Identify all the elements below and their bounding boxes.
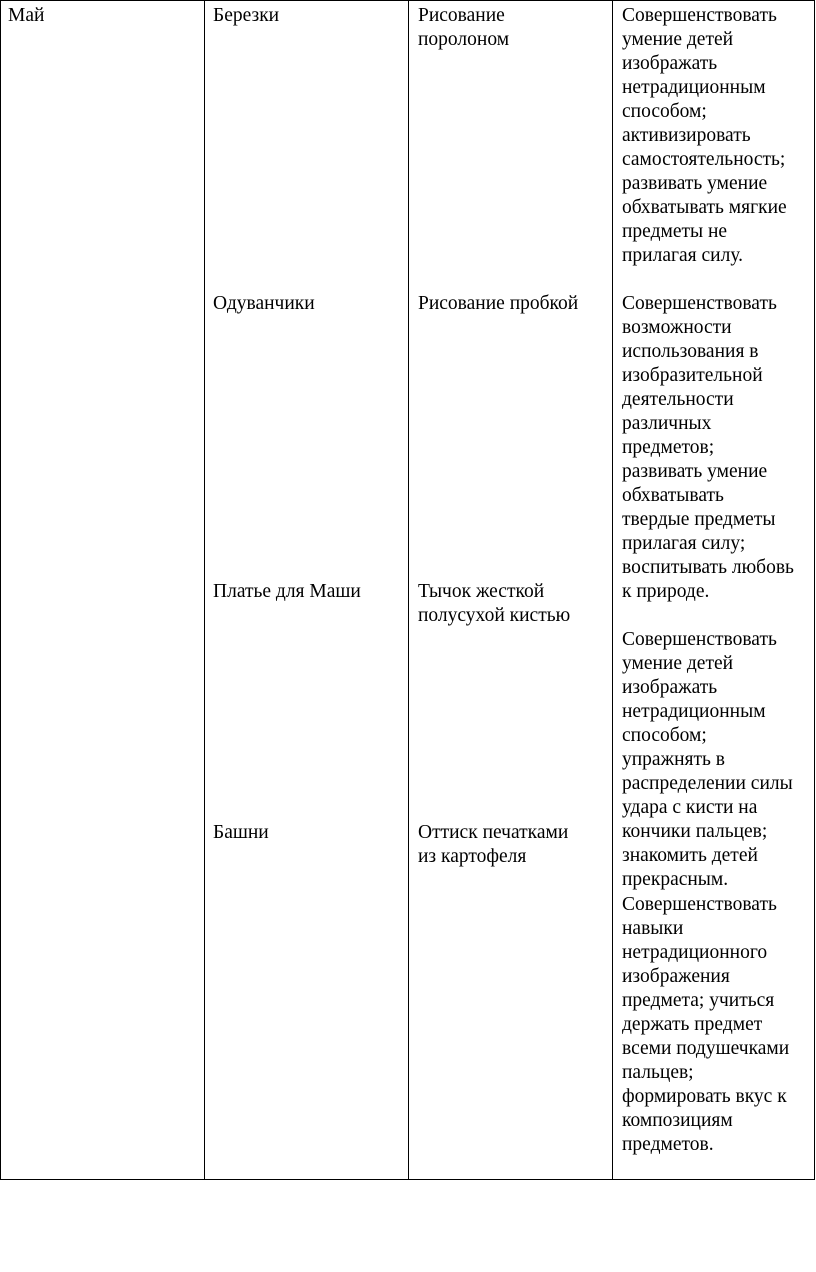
topic-cell: Платье для Маши <box>213 581 361 602</box>
goal-cell: Совершенствовать возможности использования в изобразительной деятельности различных предметов; развивать умение обхватывать твердые предметы прилагая силу; воспитывать любовь к природе. <box>622 293 794 602</box>
technique-cell: Оттиск печатками из картофеля <box>418 822 569 867</box>
goal-cell: Совершенствовать навыки нетрадиционного изображения предмета; учиться держать предмет всеми подушечками пальцев; формировать вкус к композициям предметов. <box>622 894 790 1155</box>
topic-cell: Березки <box>213 5 280 26</box>
column-divider <box>408 1 409 1179</box>
topic-cell: Одуванчики <box>213 293 315 314</box>
month-cell: Май <box>8 5 45 26</box>
goal-cell: Совершенствовать умение детей изображать нетрадиционным способом; активизировать самостоятельность; развивать умение обхватывать мягкие предметы не прилагая силу. <box>622 5 787 266</box>
technique-cell: Рисование поролоном <box>418 5 510 50</box>
topic-cell: Башни <box>213 822 269 843</box>
technique-cell: Рисование пробкой <box>418 293 579 314</box>
column-divider <box>204 1 205 1179</box>
goal-cell: Совершенствовать умение детей изображать нетрадиционным способом; упражнять в распределении силы удара с кисти на кончики пальцев; знакомить детей прекрасным. <box>622 629 793 890</box>
technique-cell: Тычок жесткой полусухой кистью <box>418 581 571 626</box>
column-divider <box>612 1 613 1179</box>
